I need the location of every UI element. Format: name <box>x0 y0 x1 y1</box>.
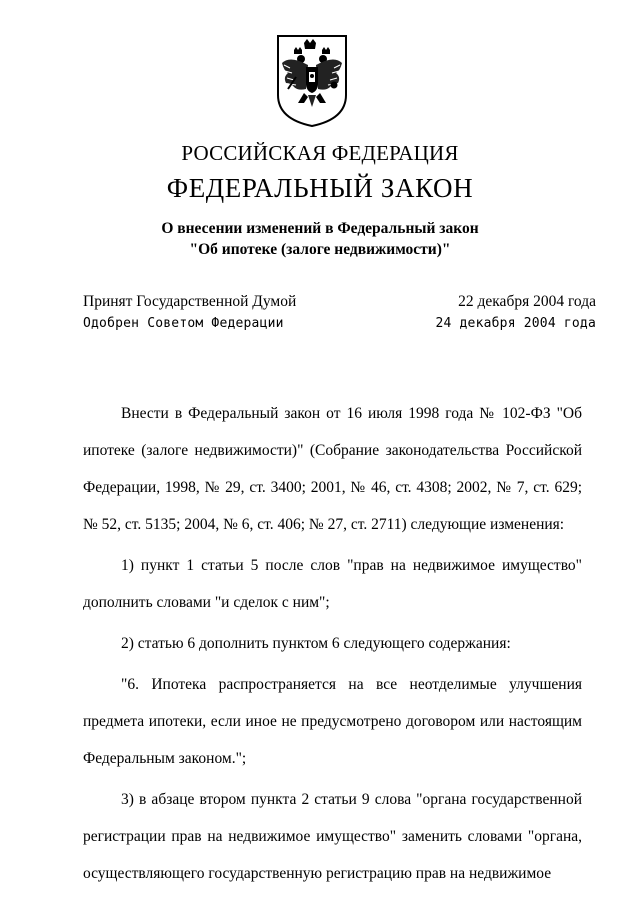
intro-paragraph: Внести в Федеральный закон от 16 июля 1998 года № 102-ФЗ "Об ипотеке (залоге недвижимости)" (Собрание законодательства Российской Федерации, 1998, № 29, ст. 3400; 2001, № 46, ст. 4308; 2002, № 7, ст. 629; № 52, ст. 5135; 2004, № 6, ст. 406; № 27, ст. 2711) следующие изменения: <box>83 405 582 533</box>
council-approval-label: Одобрен Советом Федерации <box>83 316 284 331</box>
document-type: ФЕДЕРАЛЬНЫЙ ЗАКОН <box>166 173 474 203</box>
country-name: РОССИЙСКАЯ ФЕДЕРАЦИЯ <box>181 141 459 165</box>
amendment-item-2: 2) статью 6 дополнить пунктом 6 следующего содержания: <box>121 635 511 652</box>
amendment-item-1: 1) пункт 1 статьи 5 после слов "прав на недвижимое имущество" дополнить словами "и сделок с ним"; <box>83 557 582 611</box>
law-title-line-1: О внесении изменений в Федеральный закон <box>161 220 479 237</box>
amendment-item-2-quote: "6. Ипотека распространяется на все неотделимые улучшения предмета ипотеки, если иное не предусмотрено договором или настоящим Федеральным законом."; <box>83 676 582 767</box>
law-title <box>0 218 640 260</box>
council-approval-date: 24 декабря 2004 года <box>435 316 596 331</box>
duma-adoption-date: 22 декабря 2004 года <box>458 293 596 310</box>
amendment-item-3: 3) в абзаце втором пункта 2 статьи 9 слова "органа государственной регистрации прав на недвижимое имущество" заменить словами "органа, осуществляющего государственную регистрацию прав на недвижимое <box>83 791 582 882</box>
law-body <box>83 395 582 892</box>
adoption-labels <box>83 291 296 335</box>
adoption-dates <box>435 291 596 335</box>
law-title-line-2: "Об ипотеке (залоге недвижимости)" <box>189 241 451 258</box>
duma-adoption-label: Принят Государственной Думой <box>83 293 297 310</box>
coat-of-arms-icon <box>274 33 350 129</box>
